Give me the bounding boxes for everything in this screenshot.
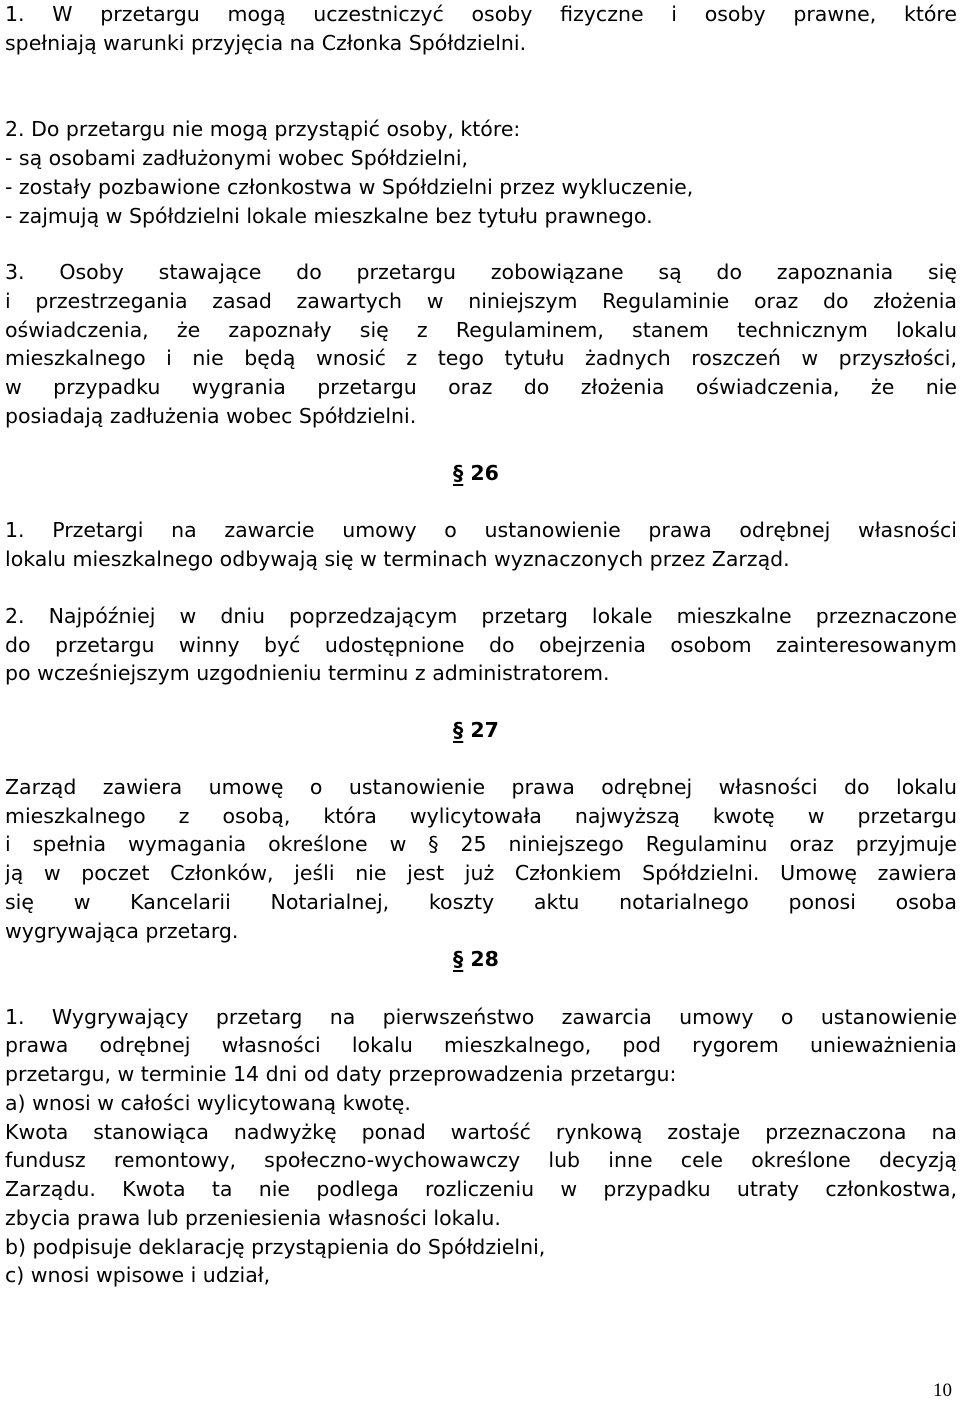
section-26-heading [453, 459, 499, 488]
s25-item3-line5: w przypadku wygrania przetargu oraz do złożenia oświadczenia, że nie [5, 375, 957, 399]
s27-line1: Zarząd zawiera umowę o ustanowienie prawa odrębnej własności do lokalu [5, 775, 957, 799]
s25-item2-line3: - zostały pozbawione członkostwa w Spółdzielni przez wykluczenie, [5, 175, 694, 199]
section-number: 27 [470, 718, 499, 742]
s25-item2-line2: - są osobami zadłużonymi wobec Spółdzielni, [5, 146, 469, 170]
section-sign: § [453, 718, 464, 742]
s28-line2: prawa odrębnej własności lokalu mieszkalnego, pod rygorem unieważnienia [5, 1033, 957, 1057]
s28-line6: fundusz remontowy, społeczno-wychowawczy lub inne cele określone decyzją [5, 1148, 957, 1172]
s25-item3-line2: i przestrzegania zasad zawartych w niniejszym Regulaminie oraz do złożenia [5, 289, 957, 313]
s27-line5: się w Kancelarii Notarialnej, koszty aktu notarialnego ponosi osoba [5, 890, 957, 914]
s25-item2-line4: - zajmują w Spółdzielni lokale mieszkalne bez tytułu prawnego. [5, 204, 653, 228]
page-number: 10 [933, 1380, 952, 1401]
s25-item1-line1: 1. W przetargu mogą uczestniczyć osoby fizyczne i osoby prawne, które [5, 2, 957, 26]
s25-item1-line2: spełniają warunki przyjęcia na Członka Spółdzielni. [5, 31, 527, 55]
s28-line1: 1. Wygrywający przetarg na pierwszeństwo zawarcia umowy o ustanowienie [5, 1005, 957, 1029]
s28-line4: a) wnosi w całości wylicytowaną kwotę. [5, 1091, 411, 1115]
s26-item1-line2: lokalu mieszkalnego odbywają się w terminach wyznaczonych przez Zarząd. [5, 547, 790, 571]
s28-line10: c) wnosi wpisowe i udział, [5, 1263, 271, 1287]
s26-item1-line1: 1. Przetargi na zawarcie umowy o ustanowienie prawa odrębnej własności [5, 518, 957, 542]
s25-item3-line3: oświadczenia, że zapoznały się z Regulaminem, stanem technicznym lokalu [5, 318, 957, 342]
s25-item3-line4: mieszkalnego i nie będą wnosić z tego tytułu żadnych roszczeń w przyszłości, [5, 346, 957, 370]
s28-line5: Kwota stanowiąca nadwyżkę ponad wartość rynkową zostaje przeznaczona na [5, 1120, 957, 1144]
s28-line8: zbycia prawa lub przeniesienia własności lokalu. [5, 1206, 501, 1230]
section-27-heading [453, 716, 499, 745]
s27-line6: wygrywająca przetarg. [5, 919, 239, 943]
s26-item2-line2: do przetargu winny być udostępnione do obejrzenia osobom zainteresowanym [5, 633, 957, 657]
section-number: 28 [470, 947, 499, 971]
s28-line3: przetargu, w terminie 14 dni od daty przeprowadzenia przetargu: [5, 1062, 677, 1086]
s26-item2-line3: po wcześniejszym uzgodnieniu terminu z administratorem. [5, 661, 610, 685]
section-28-heading [453, 945, 499, 974]
s25-item3-line6: posiadają zadłużenia wobec Spółdzielni. [5, 404, 417, 428]
section-sign: § [453, 461, 464, 485]
s28-line9: b) podpisuje deklarację przystąpienia do Spółdzielni, [5, 1235, 546, 1259]
s27-line3: i spełnia wymagania określone w § 25 niniejszego Regulaminu oraz przyjmuje [5, 832, 957, 856]
s25-item3-line1: 3. Osoby stawające do przetargu zobowiązane są do zapoznania się [5, 260, 957, 284]
s27-line2: mieszkalnego z osobą, która wylicytowała najwyższą kwotę w przetargu [5, 804, 957, 828]
s25-item2-line1: 2. Do przetargu nie mogą przystąpić osoby, które: [5, 117, 521, 141]
section-number: 26 [470, 461, 499, 485]
s26-item2-line1: 2. Najpóźniej w dniu poprzedzającym przetarg lokale mieszkalne przeznaczone [5, 604, 957, 628]
section-sign: § [453, 947, 464, 971]
s27-line4: ją w poczet Członków, jeśli nie jest już Członkiem Spółdzielni. Umowę zawiera [5, 861, 957, 885]
s28-line7: Zarządu. Kwota ta nie podlega rozliczeniu w przypadku utraty członkostwa, [5, 1177, 957, 1201]
